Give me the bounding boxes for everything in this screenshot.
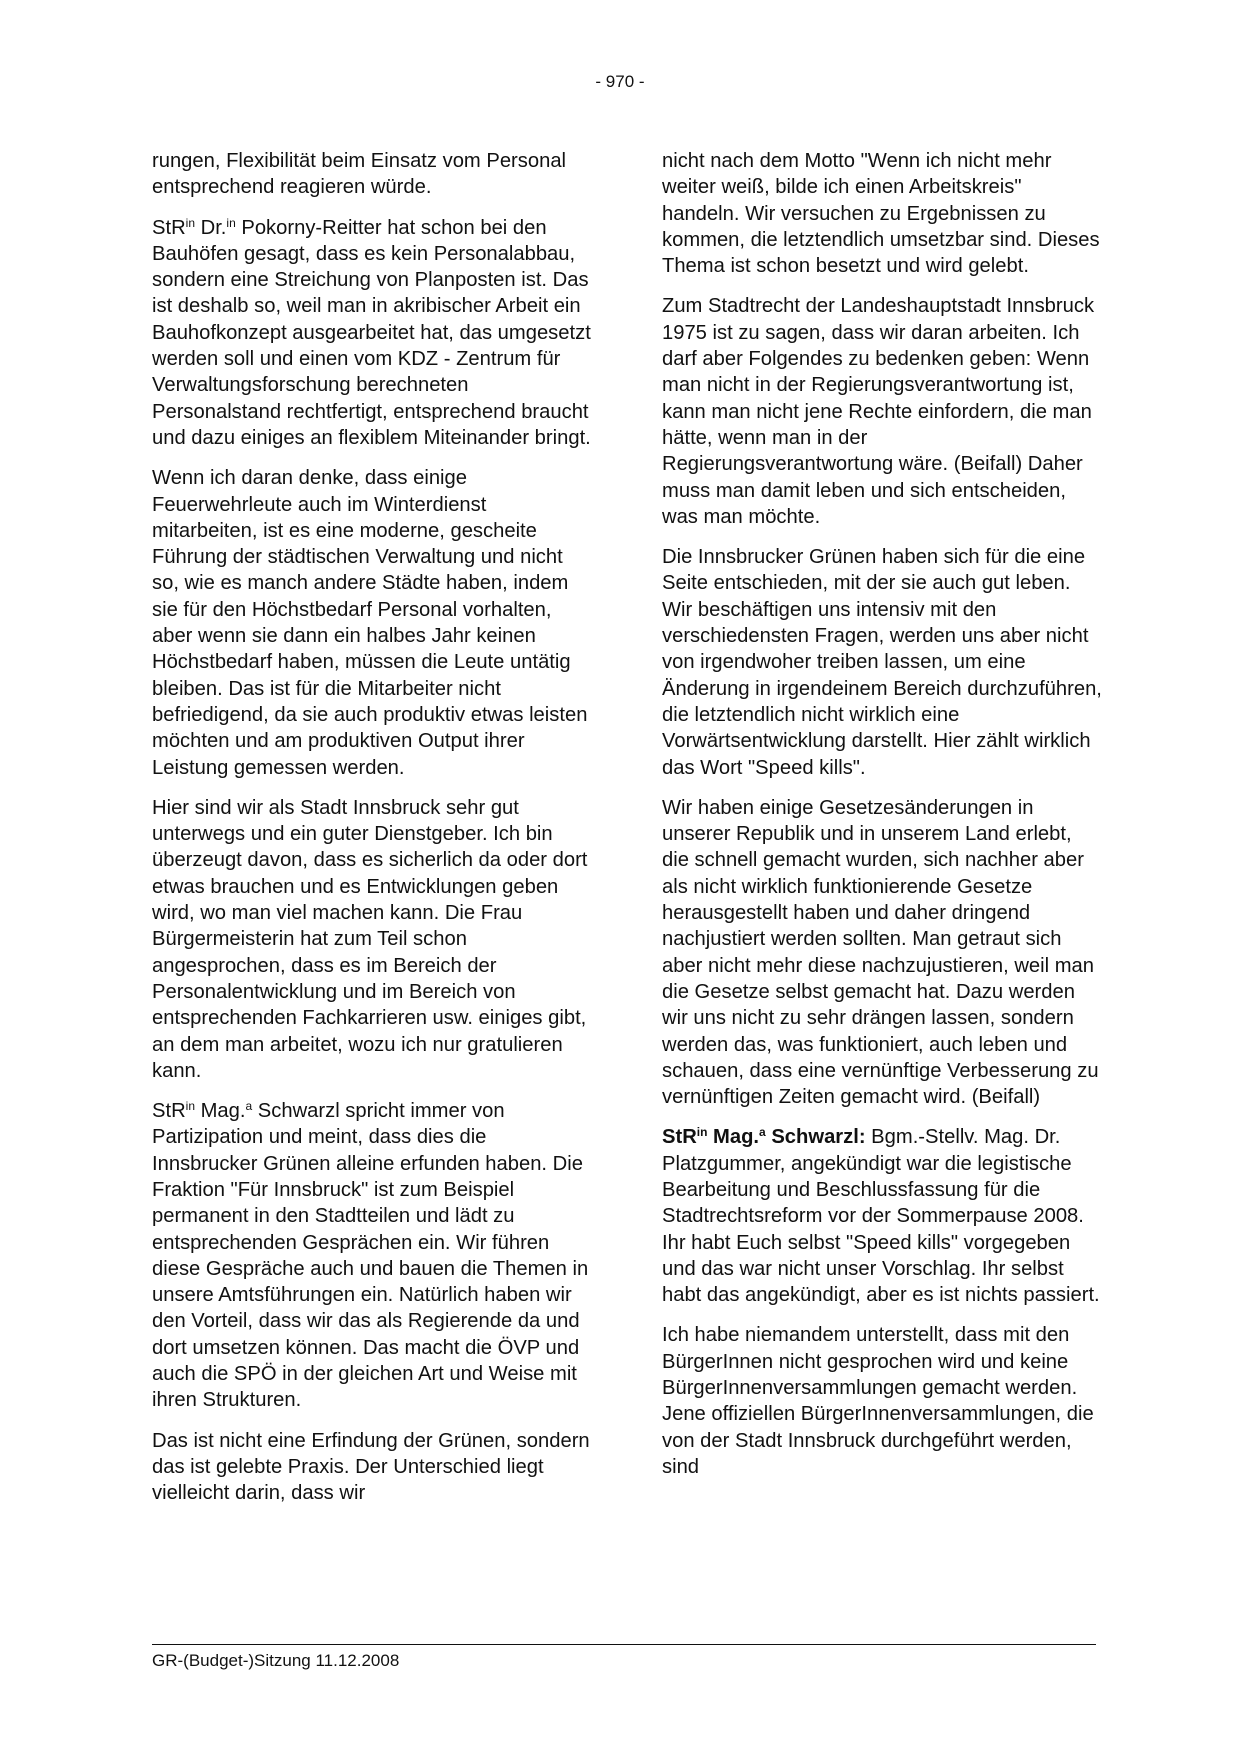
speaker-title: StR xyxy=(152,216,186,239)
paragraph: Die Innsbrucker Grünen haben sich für die eine Seite entschieden, mit der sie auch gut leben. Wir beschäftigen uns intensiv mit den verschiedensten Fragen, werden uns aber nicht von irgendwoher treiben lassen, um eine Änderung in irgendeinem Bereich durchzuführen, die letztendlich nicht wirklich eine Vorwärtsentwicklung darstellt. Hier zählt wirklich das Wort "Speed kills". xyxy=(662,546,1102,779)
right-column xyxy=(662,148,1102,1494)
paragraph: Wenn ich daran denke, dass einige Feuerwehrleute auch im Winterdienst mitarbeiten, ist es eine moderne, gescheite Führung der städtischen Verwaltung und nicht so, wie es manch andere Städte haben, indem sie für den Höchstbedarf Personal vorhalten, aber wenn sie dann ein halbes Jahr keinen Höchstbedarf haben, müssen die Leute untätig bleiben. Das ist für die Mitarbeiter nicht befriedigend, da sie auch produktiv etwas leisten möchten und am produktiven Output ihrer Leistung gemessen werden. xyxy=(152,467,588,779)
superscript: a xyxy=(245,1099,253,1114)
speaker-title: StR xyxy=(662,1126,697,1149)
paragraph: nicht nach dem Motto "Wenn ich nicht mehr weiter weiß, bilde ich einen Arbeitskreis" handeln. Wir versuchen zu Ergebnissen zu kommen, die letztendlich umsetzbar sind. Dieses Thema ist schon besetzt und wird gelebt. xyxy=(662,150,1100,278)
speaker-title: Mag. xyxy=(707,1126,760,1149)
paragraph xyxy=(152,1098,592,1414)
superscript: in xyxy=(696,1125,708,1140)
speaker-name xyxy=(662,1126,866,1148)
paragraph: Zum Stadtrecht der Landeshauptstadt Innsbruck 1975 ist zu sagen, dass wir daran arbeiten. Ich darf aber Folgendes zu bedenken geben: Wenn man nicht in der Regierungsverantwortung ist, kann man nicht jene Rechte einfordern, die man hätte, wenn man in der Regierungsverantwortung wäre. (Beifall) Daher muss man damit leben und sich entscheiden, was man möchte. xyxy=(662,295,1095,528)
footer-divider xyxy=(152,1644,1096,1645)
paragraph-text: Schwarzl spricht immer von Partizipation und meint, dass dies die Innsbrucker Grünen alleine erfunden haben. Die Fraktion "Für Innsbruck" ist zum Beispiel permanent in den Stadtteilen und lädt zu entsprechenden Gesprächen ein. Wir führen diese Gespräche auch und bauen die Themen in unsere Amtsführungen ein. Natürlich haben wir den Vorteil, dass wir das als Regierende da und dort umsetzen können. Das macht die ÖVP und auch die SPÖ in der gleichen Art und Weise mit ihren Strukturen. xyxy=(152,1100,589,1412)
paragraph xyxy=(662,1124,1102,1308)
paragraph: Das ist nicht eine Erfindung der Grünen, sondern das ist gelebte Praxis. Der Unterschied liegt vielleicht darin, dass wir xyxy=(152,1429,590,1505)
footer-text: GR-(Budget-)Sitzung 11.12.2008 xyxy=(152,1651,400,1670)
superscript: in xyxy=(226,215,236,230)
superscript: in xyxy=(185,215,195,230)
paragraph: Ich habe niemandem unterstellt, dass mit den BürgerInnen nicht gesprochen wird und keine BürgerInnenversammlungen gemacht werden. Jene offiziellen BürgerInnenversammlungen, die von der Stadt Innsbruck durchgeführt werden, sind xyxy=(662,1324,1094,1478)
left-column xyxy=(152,148,592,1521)
paragraph-text: Pokorny-Reitter hat schon bei den Bauhöfen gesagt, dass es kein Personalabbau, sondern eine Streichung von Planposten ist. Das ist deshalb so, weil man in akribischer Arbeit ein Bauhofkonzept ausgearbeitet hat, das umgesetzt werden soll und einen vom KDZ - Zentrum für Verwaltungsforschung berechneten Personalstand rechtfertigt, entsprechend braucht und dazu einiges an flexiblem Miteinander bringt. xyxy=(152,216,591,449)
speaker-title: Dr. xyxy=(195,216,227,239)
speaker-title: Mag. xyxy=(195,1100,246,1123)
paragraph: Hier sind wir als Stadt Innsbruck sehr gut unterwegs und ein guter Dienstgeber. Ich bin überzeugt davon, dass es sicherlich da oder dort etwas brauchen und es Entwicklungen geben wird, wo man viel machen kann. Die Frau Bürgermeisterin hat zum Teil schon angesprochen, dass es im Bereich der Personalentwicklung und im Bereich von entsprechenden Fachkarrieren usw. einiges gibt, an dem man arbeitet, wozu ich nur gratulieren kann. xyxy=(152,796,588,1082)
page-number: - 970 - xyxy=(595,72,645,91)
superscript: in xyxy=(185,1099,195,1114)
superscript: a xyxy=(759,1125,766,1140)
speaker-surname: Schwarzl: xyxy=(765,1126,866,1149)
speaker-title: StR xyxy=(152,1100,186,1123)
paragraph: Wir haben einige Gesetzesänderungen in unserer Republik und in unserem Land erlebt, die schnell gemacht wurden, sich nachher aber als nicht wirklich funktionierende Gesetze herausgestellt haben und daher dringend nachjustiert werden sollten. Man getraut sich aber nicht mehr diese nachzujustieren, weil man die Gesetze selbst gemacht hat. Dazu werden wir uns nicht zu sehr drängen lassen, sondern werden das, was funktioniert, auch leben und schauen, dass eine vernünftige Verbesserung zu vernünftigen Zeiten gemacht wird. (Beifall) xyxy=(662,796,1099,1109)
paragraph xyxy=(152,215,592,452)
paragraph-text: Bgm.-Stellv. Mag. Dr. Platzgummer, angekündigt war die legistische Bearbeitung und Beschlussfassung für die Stadtrechtsreform vor der Sommerpause 2008. Ihr habt Euch selbst "Speed kills" vorgegeben und das war nicht unser Vorschlag. Ihr selbst habt das angekündigt, aber es ist nichts passiert. xyxy=(662,1126,1100,1307)
paragraph: rungen, Flexibilität beim Einsatz vom Personal entsprechend reagieren würde. xyxy=(152,150,567,199)
